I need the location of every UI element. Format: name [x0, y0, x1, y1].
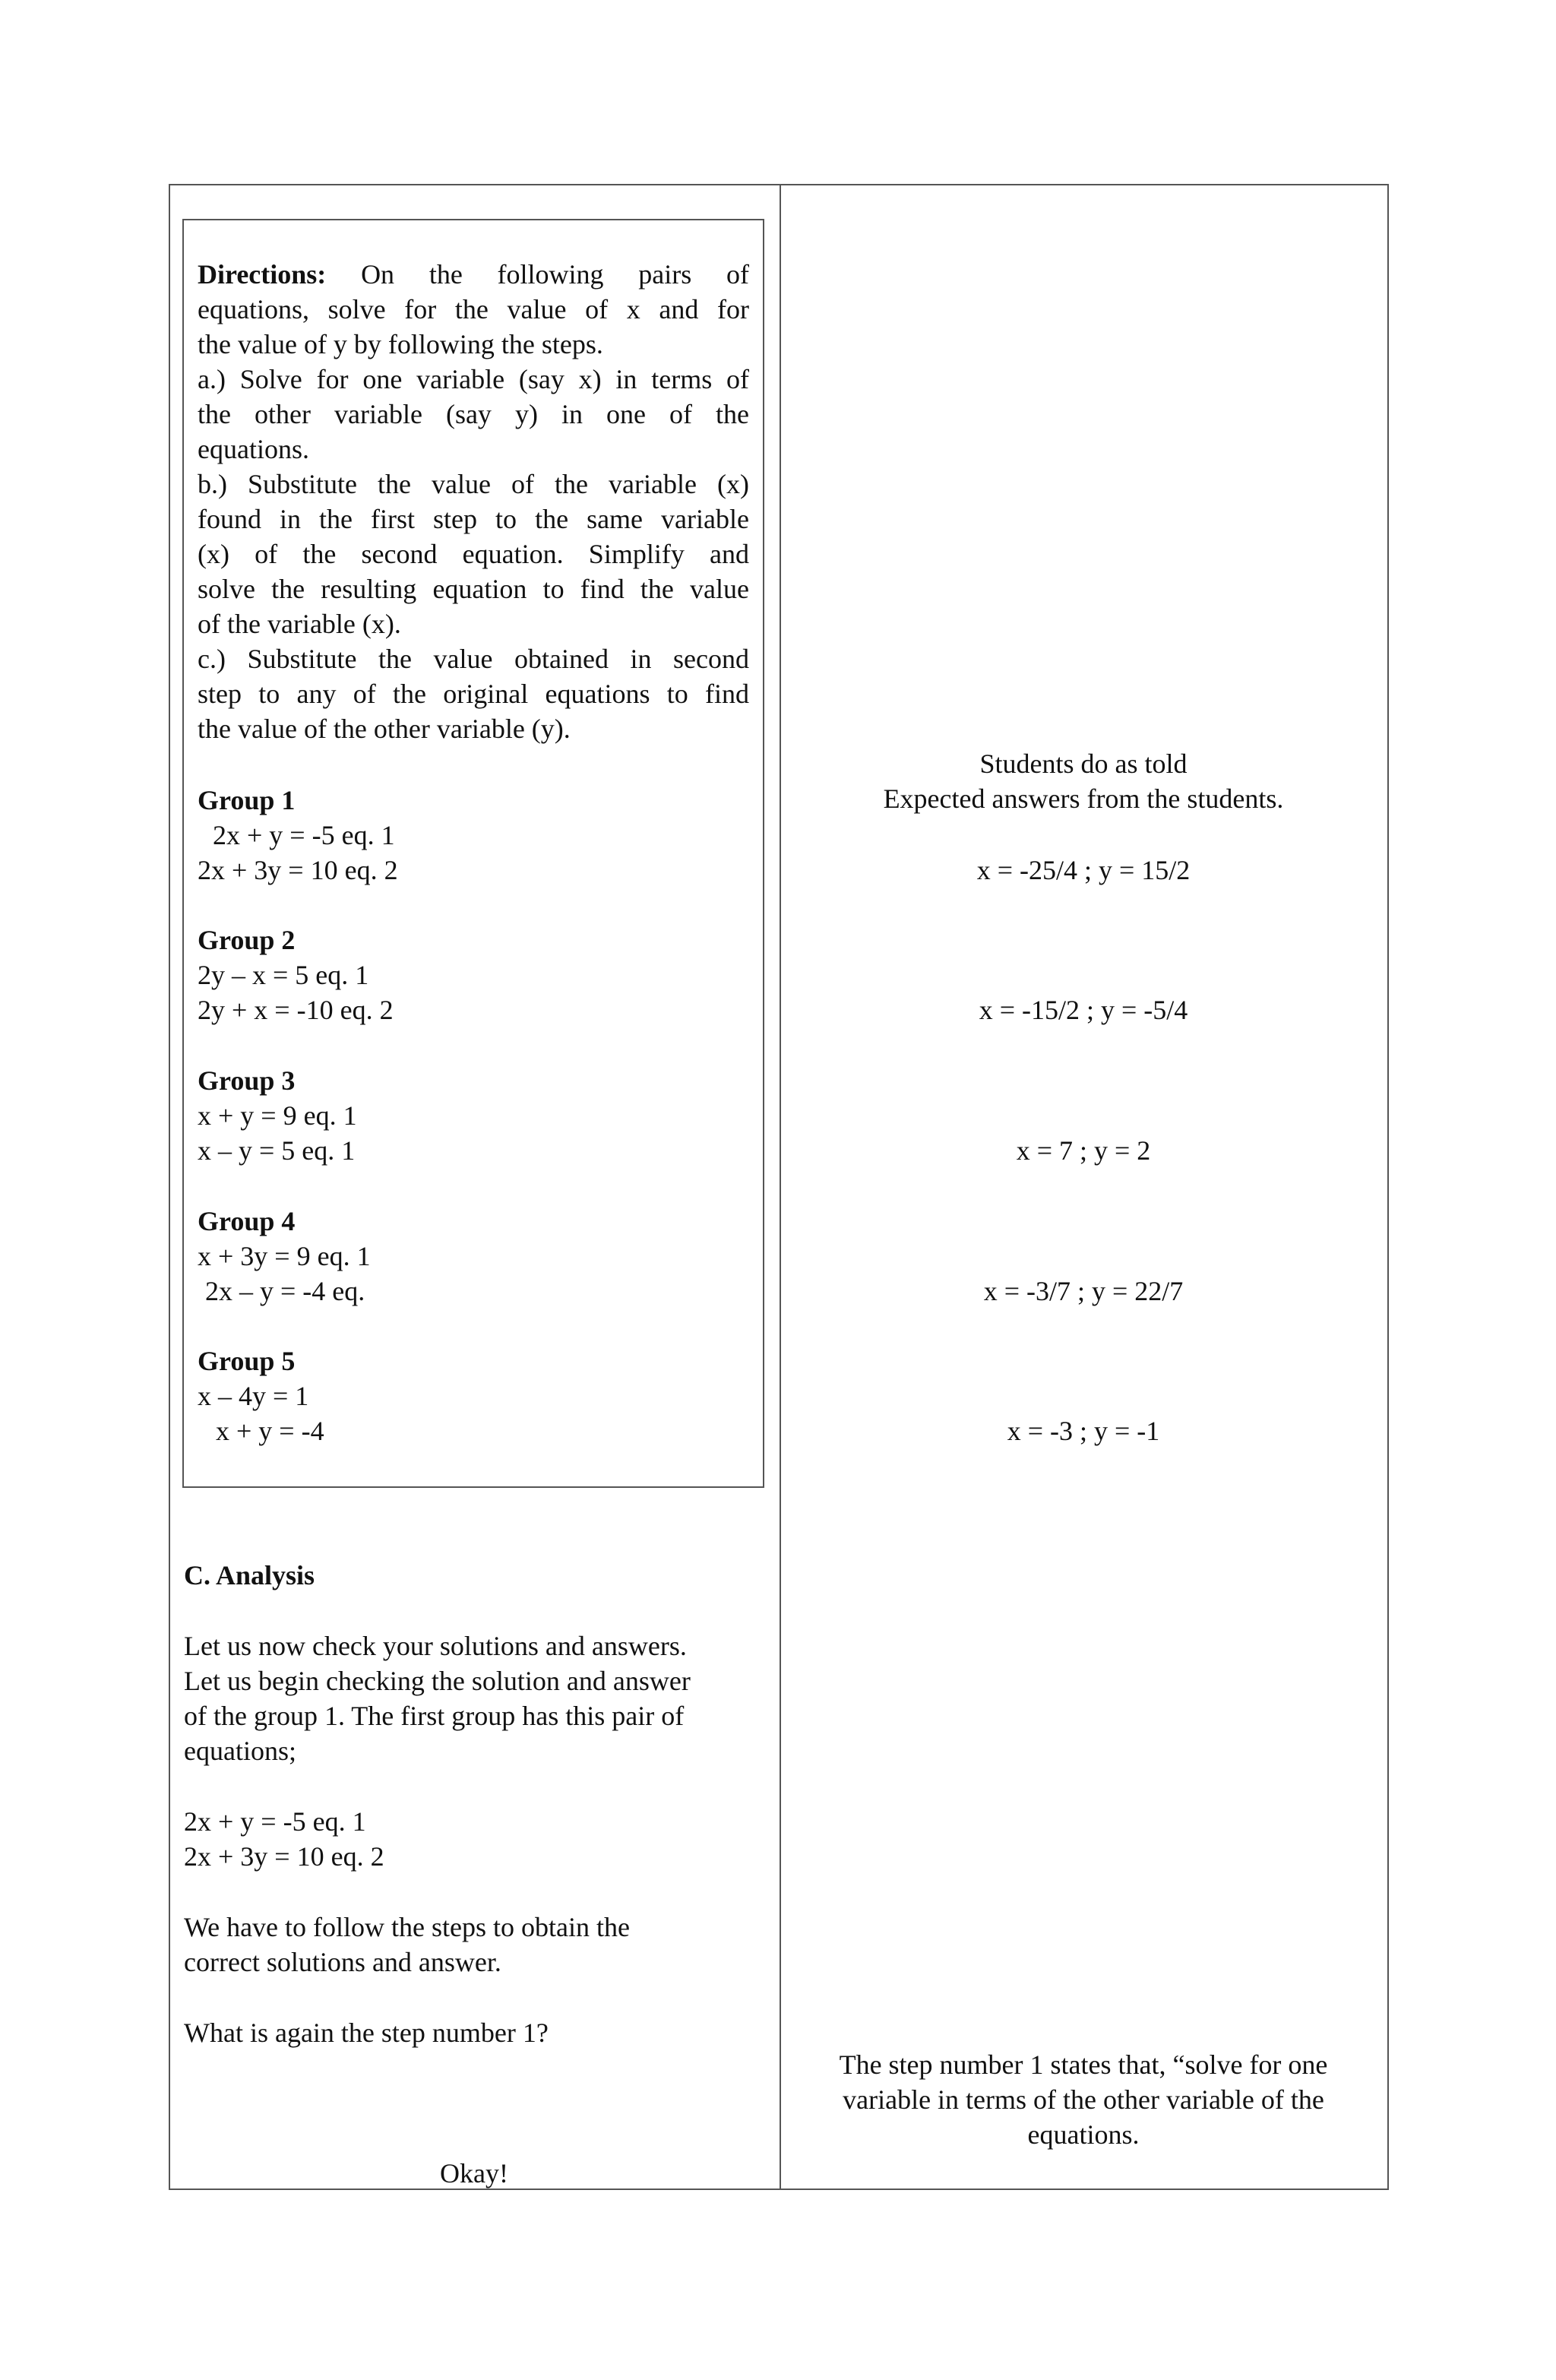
group-title: Group 2: [198, 925, 296, 955]
directions-line: equations, solve for the value of x and for: [198, 294, 749, 324]
analysis-text: Let us now check your solutions and answers.: [184, 1631, 687, 1661]
group-answer: x = -3/7 ; y = 22/7: [983, 1276, 1184, 1306]
group-equation: x + y = -4: [216, 1416, 324, 1446]
analysis-text: Let us begin checking the solution and answer: [184, 1666, 691, 1696]
directions-line: the value of y by following the steps.: [198, 329, 603, 359]
step-answer-line: The step number 1 states that, “solve for one: [839, 2049, 1328, 2080]
analysis-text: correct solutions and answer.: [184, 1947, 501, 1977]
column-divider: [780, 185, 781, 2189]
group-title: Group 1: [198, 785, 296, 815]
step-c-line: the value of the other variable (y).: [198, 714, 571, 744]
group-equation: 2y + x = -10 eq. 2: [198, 995, 394, 1025]
students-do-as-told: Students do as told: [979, 748, 1188, 779]
directions-label: Directions:: [198, 259, 327, 290]
group-equation: 2y – x = 5 eq. 1: [198, 960, 369, 990]
step-a-line: the other variable (say y) in one of the: [198, 399, 749, 429]
group-title: Group 5: [198, 1346, 296, 1376]
step-c-line: step to any of the original equations to find: [198, 679, 749, 709]
step-answer-line: variable in terms of the other variable of the: [843, 2084, 1324, 2115]
group-equation: x – y = 5 eq. 1: [198, 1135, 356, 1166]
group-answer: x = -3 ; y = -1: [1007, 1416, 1160, 1446]
group-title: Group 3: [198, 1065, 296, 1096]
step-b-line: (x) of the second equation. Simplify and: [198, 539, 749, 569]
step-b-line: b.) Substitute the value of the variable (x): [198, 469, 749, 499]
step-b-line: solve the resulting equation to find the value: [198, 574, 749, 604]
group-equation: 2x + 3y = 10 eq. 2: [198, 855, 398, 885]
step-c-line: c.) Substitute the value obtained in second: [198, 644, 749, 674]
directions-line: Directions: On the following pairs of: [198, 259, 750, 290]
group-answer: x = -25/4 ; y = 15/2: [976, 855, 1191, 885]
step-answer-line: equations.: [1027, 2119, 1140, 2150]
step-a-line: a.) Solve for one variable (say x) in terms of: [198, 364, 749, 394]
analysis-equation: 2x + 3y = 10 eq. 2: [184, 1841, 384, 1872]
group-equation: 2x – y = -4 eq.: [205, 1276, 365, 1306]
expected-answers-label: Expected answers from the students.: [883, 783, 1284, 814]
group-equation: x + y = 9 eq. 1: [198, 1100, 357, 1131]
step-b-line: of the variable (x).: [198, 609, 401, 639]
group-answer: x = 7 ; y = 2: [1016, 1135, 1151, 1166]
group-equation: 2x + y = -5 eq. 1: [213, 820, 395, 850]
step-b-line: found in the first step to the same variable: [198, 504, 749, 534]
group-answer: x = -15/2 ; y = -5/4: [979, 995, 1188, 1025]
group-equation: x – 4y = 1: [198, 1381, 309, 1411]
step-a-line: equations.: [198, 434, 309, 464]
group-title: Group 4: [198, 1206, 296, 1236]
analysis-text: of the group 1. The first group has this pair of: [184, 1701, 685, 1731]
analysis-heading: C. Analysis: [184, 1560, 315, 1590]
analysis-question: What is again the step number 1?: [184, 2018, 549, 2048]
analysis-text: equations;: [184, 1736, 296, 1766]
analysis-text: We have to follow the steps to obtain the: [184, 1912, 630, 1942]
group-equation: x + 3y = 9 eq. 1: [198, 1241, 371, 1271]
okay-text: Okay!: [440, 2158, 508, 2189]
analysis-equation: 2x + y = -5 eq. 1: [184, 1806, 366, 1837]
